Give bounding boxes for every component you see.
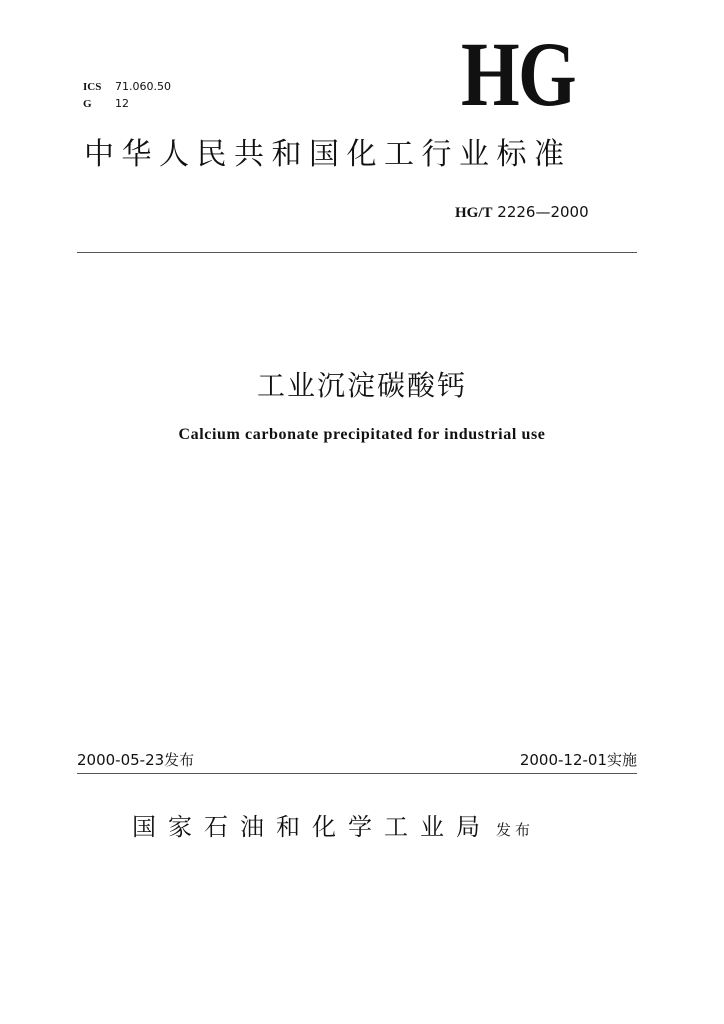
issuer-organization: 国家石油和化学工业局 (132, 813, 492, 841)
implementation-date: 2000-12-01实施 (519, 751, 637, 769)
standard-number (455, 202, 589, 223)
ccs-label: G (83, 98, 92, 110)
ccs-classification (83, 97, 129, 111)
ics-label: ICS (83, 81, 102, 93)
title-chinese: 工业沉淀碳酸钙 (256, 369, 467, 402)
issuer-action: 发布 (496, 821, 535, 839)
standard-code-prefix: HG/T (455, 205, 493, 221)
bottom-divider (77, 773, 637, 774)
standard-category: 中华人民共和国化工行业标准 (84, 137, 572, 172)
ccs-value: 12 (115, 97, 129, 110)
issue-date: 2000-05-23发布 (77, 751, 195, 769)
ics-classification (83, 80, 171, 94)
standard-code-number: 2226—2000 (497, 203, 589, 221)
ics-value: 71.060.50 (115, 80, 171, 93)
title-english: Calcium carbonate precipitated for industrial use (178, 426, 546, 443)
hg-logo: HG (461, 23, 576, 125)
top-divider (77, 252, 637, 253)
issuer (132, 811, 534, 846)
